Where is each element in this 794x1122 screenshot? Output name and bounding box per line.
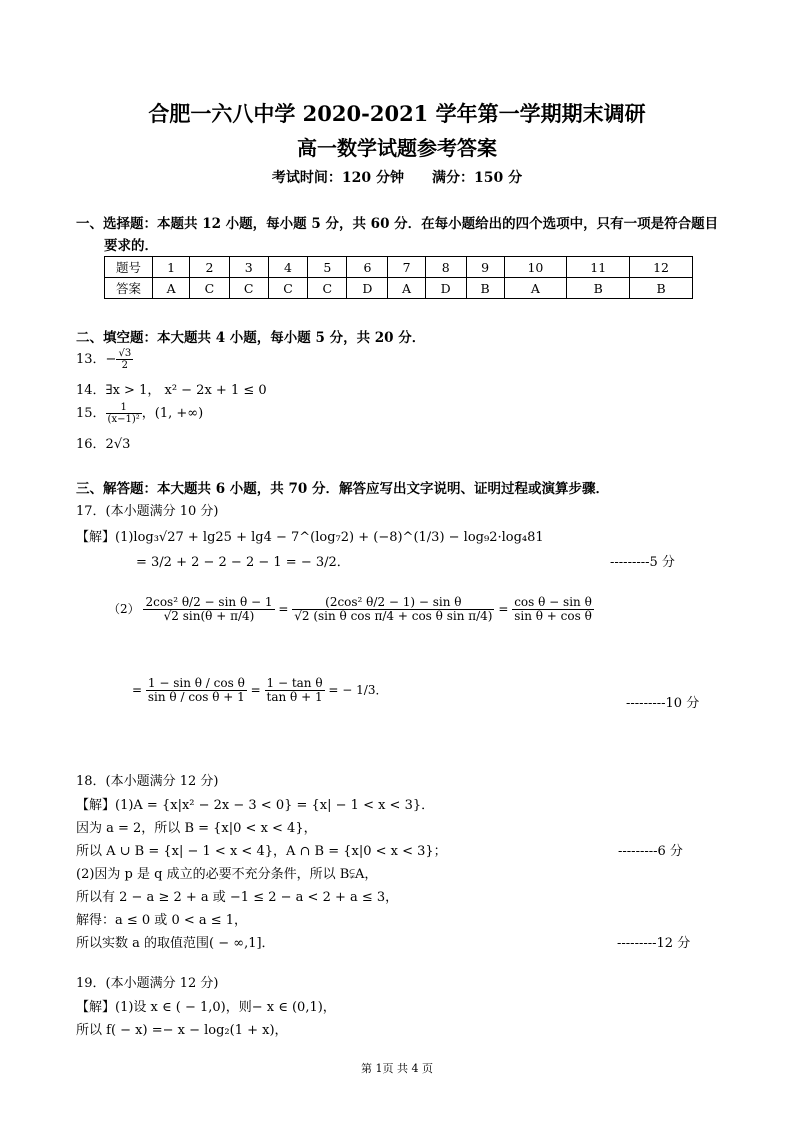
question-number-cell: 10 xyxy=(504,257,567,278)
answer-cell: C xyxy=(268,278,307,299)
fraction-numerator: 1 − sin θ / cos θ xyxy=(147,676,245,690)
q17-fraction-2 xyxy=(292,596,494,623)
answer-15 xyxy=(76,402,203,425)
q18-line1: 【解】(1)A = {x|x² − 2x − 3 < 0} = {x| − 1 < x < 3}． xyxy=(76,798,435,813)
table-row-label: 答案 xyxy=(105,278,153,299)
answer-13-number: 13． xyxy=(76,352,106,367)
answer-table-answer-row xyxy=(105,278,693,299)
q19-title: 19．(本小题满分 12 分) xyxy=(76,976,219,991)
section2-heading: 二、填空题：本大题共 4 小题，每小题 5 分，共 20 分． xyxy=(76,330,426,346)
answer-16: 16．2√3 xyxy=(76,437,131,452)
answer-cell: A xyxy=(153,278,190,299)
fraction-denominator: 2 xyxy=(121,360,128,371)
q17-result: = − 1/3． xyxy=(328,683,388,698)
answer-cell: B xyxy=(567,278,630,299)
answer-14: 14．∃x > 1， x² − 2x + 1 ≤ 0 xyxy=(76,383,267,398)
answer-cell: B xyxy=(466,278,504,299)
section3-heading: 三、解答题：本大题共 6 小题，共 70 分．解答应写出文字说明、证明过程或演算步骤． xyxy=(76,481,609,497)
question-number-cell: 12 xyxy=(630,257,693,278)
answer-cell: A xyxy=(504,278,567,299)
answer-cell: C xyxy=(229,278,268,299)
table-row-label: 题号 xyxy=(105,257,153,278)
fraction-numerator: 1 − tan θ xyxy=(266,676,323,690)
q18-score2: ---------12 分 xyxy=(617,936,691,951)
answer-table-number-row xyxy=(105,257,693,278)
equals-sign: = xyxy=(278,602,289,617)
q17-part2-continued xyxy=(132,677,387,704)
q17-fraction-3 xyxy=(512,596,594,623)
answer-15-number: 15． xyxy=(76,406,106,421)
q17-part2-label: （2） xyxy=(108,602,140,617)
question-number-cell: 6 xyxy=(347,257,388,278)
answer-13-sign: − xyxy=(105,352,117,367)
exam-info: 考试时间：120 分钟 满分：150 分 xyxy=(271,170,523,186)
fraction-numerator: cos θ − sin θ xyxy=(514,595,592,609)
document-subtitle: 高一数学试题参考答案 xyxy=(297,136,497,160)
answer-cell: B xyxy=(630,278,693,299)
q19-line1: 【解】(1)设 x ∈ ( − 1,0)，则− x ∈ (0,1)， xyxy=(76,1000,336,1015)
fraction-denominator: tan θ + 1 xyxy=(266,690,323,705)
answer-cell: C xyxy=(308,278,347,299)
answer-13-fraction xyxy=(116,348,133,371)
fraction-numerator: 2cos² θ/2 − sin θ − 1 xyxy=(145,595,273,609)
page-footer: 第 1页 共 4 页 xyxy=(361,1062,433,1075)
fraction-denominator: sin θ / cos θ + 1 xyxy=(147,690,245,705)
q17-title: 17．(本小题满分 10 分) xyxy=(76,504,219,519)
question-number-cell: 8 xyxy=(425,257,466,278)
answer-table xyxy=(104,256,693,299)
document-title: 合肥一六八中学 2020-2021 学年第一学期期末调研 xyxy=(148,101,646,126)
q18-line6: 解得：a ≤ 0 或 0 < a ≤ 1， xyxy=(76,913,248,928)
question-number-cell: 7 xyxy=(388,257,425,278)
q17-fraction-4 xyxy=(146,677,247,704)
q18-title: 18．(本小题满分 12 分) xyxy=(76,774,219,789)
section1-heading-line2: 要求的． xyxy=(104,238,158,254)
question-number-cell: 11 xyxy=(567,257,630,278)
fraction-denominator: √2 sin(θ + π/4) xyxy=(163,609,255,624)
answer-cell: D xyxy=(425,278,466,299)
fraction-numerator: √3 xyxy=(118,348,132,359)
question-number-cell: 9 xyxy=(466,257,504,278)
equals-sign: = xyxy=(498,602,509,617)
fraction-numerator: 1 xyxy=(106,402,142,414)
equals-sign: = xyxy=(132,683,143,698)
answer-15-fraction xyxy=(106,402,142,425)
q18-line7: 所以实数 a 的取值范围( − ∞,1]． xyxy=(76,936,275,951)
fraction-denominator: (x−1)² xyxy=(107,414,140,425)
equals-sign: = xyxy=(250,683,261,698)
answer-cell: A xyxy=(388,278,425,299)
fraction-numerator: (2cos² θ/2 − 1) − sin θ xyxy=(292,596,494,610)
q17-fraction-1 xyxy=(143,596,274,623)
q18-line3: 所以 A ∪ B = {x| − 1 < x < 4}，A ∩ B = {x|0 < x < 3}； xyxy=(76,844,447,859)
section1-heading-line1: 一、选择题：本题共 12 小题，每小题 5 分，共 60 分．在每小题给出的四个选项中，只有一项是符合题目 xyxy=(76,216,719,232)
answer-cell: C xyxy=(190,278,229,299)
answer-15-rest: ，(1, +∞) xyxy=(141,406,204,421)
answer-cell: D xyxy=(347,278,388,299)
q17-score2: ---------10 分 xyxy=(626,696,700,711)
answer-13 xyxy=(76,348,133,371)
fraction-denominator: √2 (sin θ cos π/4 + cos θ sin π/4) xyxy=(294,609,493,624)
fraction-denominator: sin θ + cos θ xyxy=(514,609,592,624)
q18-line4: (2)因为 p 是 q 成立的必要不充分条件，所以 B⫋A， xyxy=(76,867,378,882)
question-number-cell: 2 xyxy=(190,257,229,278)
question-number-cell: 4 xyxy=(268,257,307,278)
q18-score1: ---------6 分 xyxy=(618,844,683,859)
question-number-cell: 5 xyxy=(308,257,347,278)
q17-fraction-5 xyxy=(265,677,325,704)
q18-line5: 所以有 2 − a ≥ 2 + a 或 −1 ≤ 2 − a < 2 + a ≤ 3， xyxy=(76,890,399,905)
q17-part2-expression xyxy=(108,596,594,623)
q18-line2: 因为 a = 2，所以 B = {x|0 < x < 4}， xyxy=(76,821,317,836)
q19-line2: 所以 f( − x) =− x − log₂(1 + x)， xyxy=(76,1023,288,1038)
q17-line1: 【解】(1)log₃√27 + lg25 + lg4 − 7^(log₇2) + (−8)^(1/3) − log₉2·log₄81 xyxy=(76,530,544,545)
q17-line2: = 3/2 + 2 − 2 − 2 − 1 = − 3/2． xyxy=(136,555,350,570)
q17-score1: ---------5 分 xyxy=(610,555,675,570)
question-number-cell: 1 xyxy=(153,257,190,278)
question-number-cell: 3 xyxy=(229,257,268,278)
